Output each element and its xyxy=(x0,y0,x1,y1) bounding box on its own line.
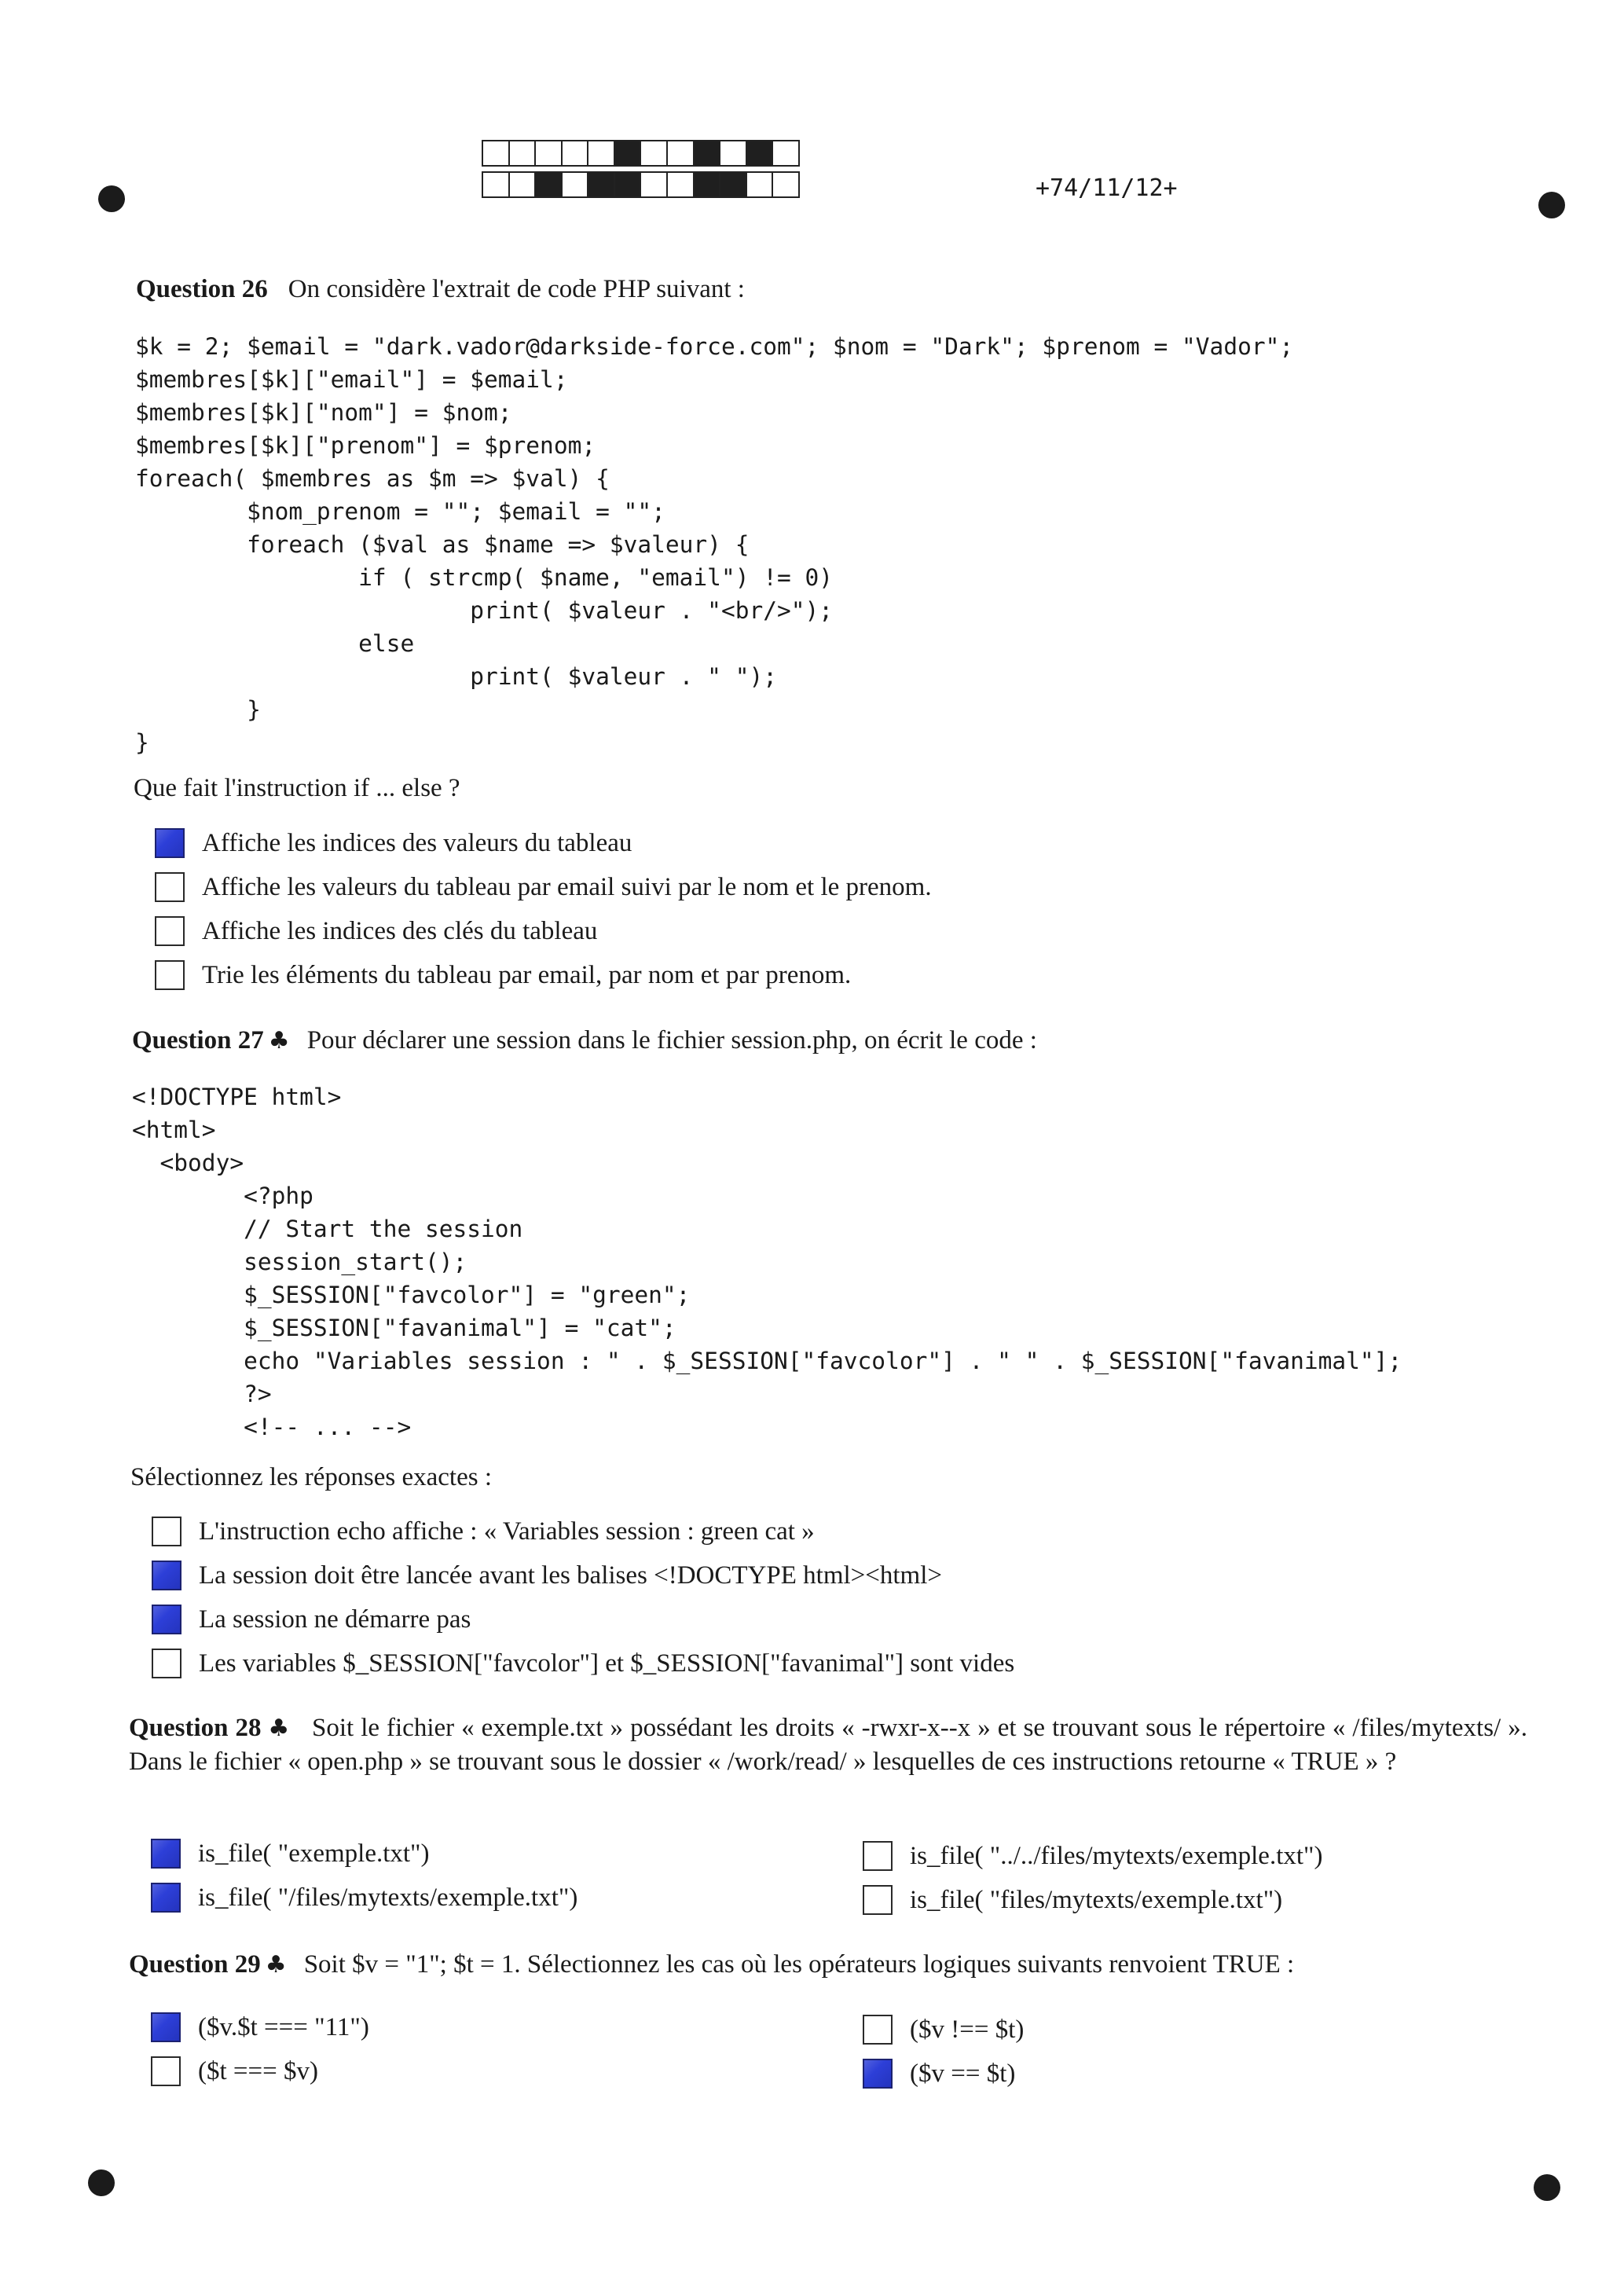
question-27-prompt: Sélectionnez les réponses exactes : xyxy=(130,1463,492,1491)
q29-option-3-checkbox[interactable] xyxy=(863,2015,893,2045)
barcode-cell xyxy=(720,141,747,165)
barcode-cell xyxy=(588,141,615,165)
q27-option-2[interactable] xyxy=(152,1561,942,1590)
barcode-cell xyxy=(536,173,563,196)
q26-option-2-label: Affiche les valeurs du tableau par email suivi par le nom et le prenom. xyxy=(202,872,932,901)
q26-option-2-checkbox[interactable] xyxy=(155,872,185,902)
q26-option-1-checkbox[interactable] xyxy=(155,828,185,858)
question-29-label: Question 29 xyxy=(129,1950,261,1979)
question-26-prompt: Que fait l'instruction if ... else ? xyxy=(134,774,460,802)
question-26-code: $k = 2; $email = "dark.vador@darkside-force.com"; $nom = "Dark"; $prenom = "Vador"; $membres[$k]["email"] = $email; $membres[$k]["nom"] = $nom; $membres[$k]["prenom"] = $prenom; foreach( $membres as $m => $val) { $nom_prenom = ""; $email = ""; foreach ($val as $name => $valeur) { if ( strcmp( $name, "email") != 0) print( $valeur . "<br/>"); else print( $valeur . " "); } } xyxy=(135,333,1294,756)
q28-option-2-checkbox[interactable] xyxy=(151,1883,181,1913)
barcode-cell xyxy=(695,141,721,165)
q26-option-1-label: Affiche les indices des valeurs du tableau xyxy=(202,828,632,857)
barcode-cell xyxy=(695,173,721,196)
q26-option-4[interactable] xyxy=(155,960,851,990)
q26-option-3[interactable] xyxy=(155,916,597,946)
q28-option-2-label: is_file( "/files/mytexts/exemple.txt") xyxy=(198,1883,578,1912)
registration-mark-bottom-left xyxy=(88,2169,115,2196)
q28-option-2[interactable] xyxy=(151,1883,577,1913)
q27-option-4-checkbox[interactable] xyxy=(152,1649,181,1678)
q29-option-3-label: ($v !== $t) xyxy=(910,2015,1025,2044)
barcode-row-2 xyxy=(482,171,800,198)
question-28-label: Question 28 xyxy=(129,1714,262,1742)
barcode-cell xyxy=(720,173,747,196)
q28-option-4[interactable] xyxy=(863,1885,1282,1915)
question-26-intro: On considère l'extrait de code PHP suivant : xyxy=(288,275,745,303)
barcode-cell xyxy=(773,173,798,196)
q26-option-3-checkbox[interactable] xyxy=(155,916,185,946)
q29-option-4[interactable] xyxy=(863,2059,1015,2089)
barcode-cell xyxy=(747,141,774,165)
barcode-cell xyxy=(773,141,798,165)
barcode-cell xyxy=(668,141,695,165)
question-27-intro: Pour déclarer une session dans le fichier session.php, on écrit le code : xyxy=(306,1026,1037,1054)
club-icon: ♣ xyxy=(268,1027,290,1054)
q29-option-3[interactable] xyxy=(863,2015,1024,2045)
barcode-cell xyxy=(615,141,642,165)
barcode-row-1 xyxy=(482,140,800,167)
barcode-cell xyxy=(588,173,615,196)
question-26-label: Question 26 xyxy=(136,275,268,303)
barcode-cell xyxy=(615,173,642,196)
club-icon: ♣ xyxy=(265,1951,287,1979)
question-26-heading xyxy=(136,275,745,304)
q28-option-1-checkbox[interactable] xyxy=(151,1839,181,1869)
q27-option-4-label: Les variables $_SESSION["favcolor"] et $_SESSION["favanimal"] sont vides xyxy=(199,1649,1015,1678)
q28-option-3-checkbox[interactable] xyxy=(863,1841,893,1871)
question-27-label: Question 27 xyxy=(132,1026,264,1054)
registration-mark-bottom-right xyxy=(1534,2174,1560,2201)
q29-option-2[interactable] xyxy=(151,2056,318,2086)
q28-option-4-label: is_file( "files/mytexts/exemple.txt") xyxy=(910,1885,1283,1914)
barcode-cell xyxy=(510,173,537,196)
q26-option-4-checkbox[interactable] xyxy=(155,960,185,990)
club-icon: ♣ xyxy=(267,1715,290,1742)
question-28-intro: Soit le fichier « exemple.txt » possédant les droits « -rwxr-x--x » et se trouvant sous le répertoire « /files/mytexts/ ». Dans le fichier « open.php » se trouvant sous le dossier « /work/read/ » lesquelles de ces instructions retourne « TRUE » ? xyxy=(129,1714,1527,1776)
barcode-cell xyxy=(668,173,695,196)
q26-option-4-label: Trie les éléments du tableau par email, par nom et par prenom. xyxy=(202,960,852,989)
q27-option-1-label: L'instruction echo affiche : « Variables session : green cat » xyxy=(199,1517,815,1546)
q27-option-3-label: La session ne démarre pas xyxy=(199,1605,471,1634)
q29-option-4-label: ($v == $t) xyxy=(910,2059,1016,2088)
q27-option-1[interactable] xyxy=(152,1517,815,1546)
barcode-cell xyxy=(747,173,774,196)
registration-mark-top-right xyxy=(1538,192,1565,218)
q28-option-3-label: is_file( "../../files/mytexts/exemple.txt") xyxy=(910,1841,1323,1870)
q29-option-1-checkbox[interactable] xyxy=(151,2012,181,2042)
q29-option-4-checkbox[interactable] xyxy=(863,2059,893,2089)
question-29-intro: Soit $v = "1"; $t = 1. Sélectionnez les cas où les opérateurs logiques suivants renvoient TRUE : xyxy=(303,1950,1295,1979)
q26-option-2[interactable] xyxy=(155,872,932,902)
barcode-cell xyxy=(536,141,563,165)
barcode-cell xyxy=(563,141,589,165)
barcode-cell xyxy=(641,173,668,196)
registration-mark-top-left xyxy=(98,185,125,212)
question-27-heading xyxy=(132,1026,1037,1055)
barcode-cell xyxy=(563,173,589,196)
barcode-cell xyxy=(641,141,668,165)
q26-option-1[interactable] xyxy=(155,828,632,858)
q28-option-1[interactable] xyxy=(151,1839,430,1869)
page-code: +74/11/12+ xyxy=(1036,174,1178,202)
question-27-code: <!DOCTYPE html> <html> <body> <?php // Start the session session_start(); $_SESSION["favcolor"] = "green"; $_SESSION["favanimal"] = "cat"; echo "Variables session : " . $_SESSION["favcolor"] . " " . $_SESSION["favanimal"]; ?> <!-- ... --> xyxy=(132,1084,1402,1440)
q27-option-2-label: La session doit être lancée avant les balises <!DOCTYPE html><html> xyxy=(199,1561,942,1590)
q27-option-1-checkbox[interactable] xyxy=(152,1517,181,1546)
barcode-cell xyxy=(483,141,510,165)
q28-option-3[interactable] xyxy=(863,1841,1323,1871)
q26-option-3-label: Affiche les indices des clés du tableau xyxy=(202,916,598,945)
q27-option-3[interactable] xyxy=(152,1605,471,1634)
q29-option-2-label: ($t === $v) xyxy=(198,2056,318,2085)
q27-option-2-checkbox[interactable] xyxy=(152,1561,181,1590)
q28-option-4-checkbox[interactable] xyxy=(863,1885,893,1915)
q27-option-3-checkbox[interactable] xyxy=(152,1605,181,1634)
q29-option-2-checkbox[interactable] xyxy=(151,2056,181,2086)
q28-option-1-label: is_file( "exemple.txt") xyxy=(198,1839,430,1868)
question-28-heading xyxy=(129,1711,1527,1778)
barcode-cell xyxy=(483,173,510,196)
question-29-heading xyxy=(129,1950,1294,1979)
q29-option-1-label: ($v.$t === "11") xyxy=(198,2012,369,2041)
q27-option-4[interactable] xyxy=(152,1649,1014,1678)
q29-option-1[interactable] xyxy=(151,2012,369,2042)
barcode-cell xyxy=(510,141,537,165)
